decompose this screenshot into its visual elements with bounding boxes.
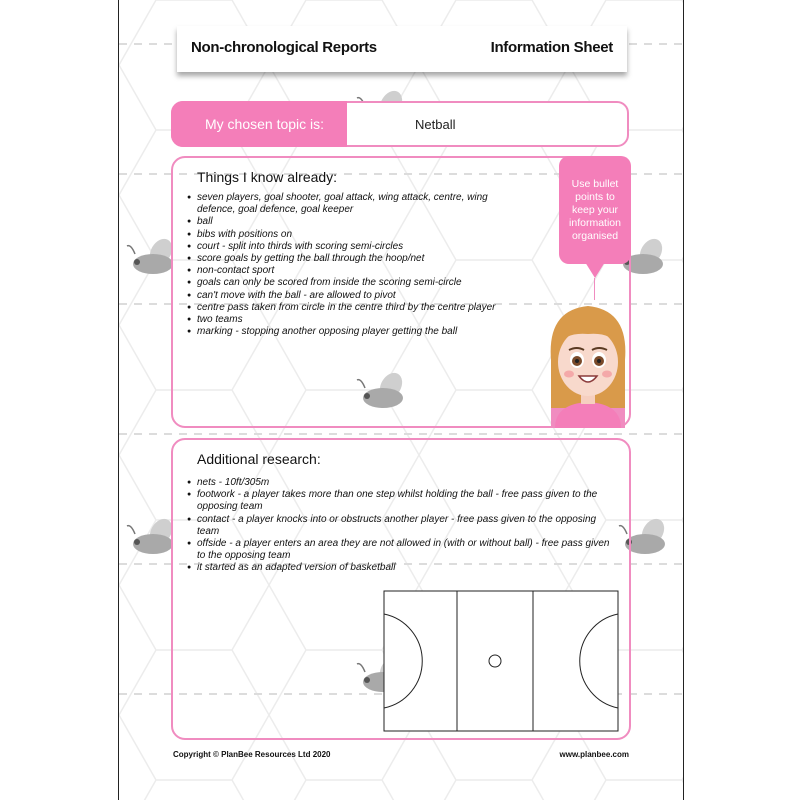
list-item: ● seven players, goal shooter, goal attack, wing attack, centre, wing defence, goal defence, goal keeper	[187, 192, 527, 216]
list-item: ● two teams	[187, 314, 527, 326]
sheet-type-title: Information Sheet	[490, 39, 613, 56]
list-item: ● centre pass taken from circle in the centre third by the centre player	[187, 302, 527, 314]
netball-court-diagram	[383, 590, 619, 732]
topic-label: My chosen topic is:	[205, 116, 325, 132]
list-item: ● nets - 10ft/305m	[187, 477, 613, 489]
list-item: ● it started as an adapted version of basketball	[187, 562, 613, 574]
additional-research-title: Additional research:	[197, 451, 321, 467]
tip-line: points to	[575, 191, 615, 203]
copyright-notice: Copyright © PlanBee Resources Ltd 2020	[173, 750, 331, 759]
tip-line: keep your	[571, 204, 619, 216]
tip-callout-tail	[585, 262, 605, 278]
information-sheet	[118, 0, 684, 800]
list-item: ● bibs with positions on	[187, 229, 527, 241]
list-item: ● court - split into thirds with scoring semi-circles	[187, 241, 527, 253]
header-bar	[177, 26, 627, 72]
tip-line: organised	[571, 230, 619, 242]
list-item: ● marking - stopping another opposing player getting the ball	[187, 326, 527, 338]
topic-value: Netball	[415, 117, 456, 132]
additional-research-list	[187, 477, 613, 575]
list-item: ● non-contact sport	[187, 265, 527, 277]
topic-box	[171, 101, 629, 147]
list-item: ● goals can only be scored from inside the scoring semi-circle	[187, 277, 527, 289]
girl-character-icon	[541, 300, 635, 428]
tip-line: Use bullet	[571, 178, 619, 190]
list-item: ● ball	[187, 216, 527, 228]
known-facts-list	[187, 192, 527, 338]
list-item: ● can't move with the ball - are allowed to pivot	[187, 290, 527, 302]
known-facts-title: Things I know already:	[197, 169, 338, 185]
tip-callout	[559, 156, 631, 264]
website-link[interactable]: www.planbee.com	[559, 750, 629, 759]
tip-callout-pointer	[594, 278, 595, 300]
list-item: ● score goals by getting the ball through the hoop/net	[187, 253, 527, 265]
tip-line: information	[569, 217, 621, 229]
list-item: ● offside - a player enters an area they are not allowed in (with or without ball) - free pass given to the opposing team	[187, 538, 613, 562]
list-item: ● footwork - a player takes more than one step whilst holding the ball - free pass given to the opposing team	[187, 489, 613, 513]
list-item: ● contact - a player knocks into or obstructs another player - free pass given to the opposing team	[187, 514, 613, 538]
document-series-title: Non-chronological Reports	[191, 39, 377, 56]
